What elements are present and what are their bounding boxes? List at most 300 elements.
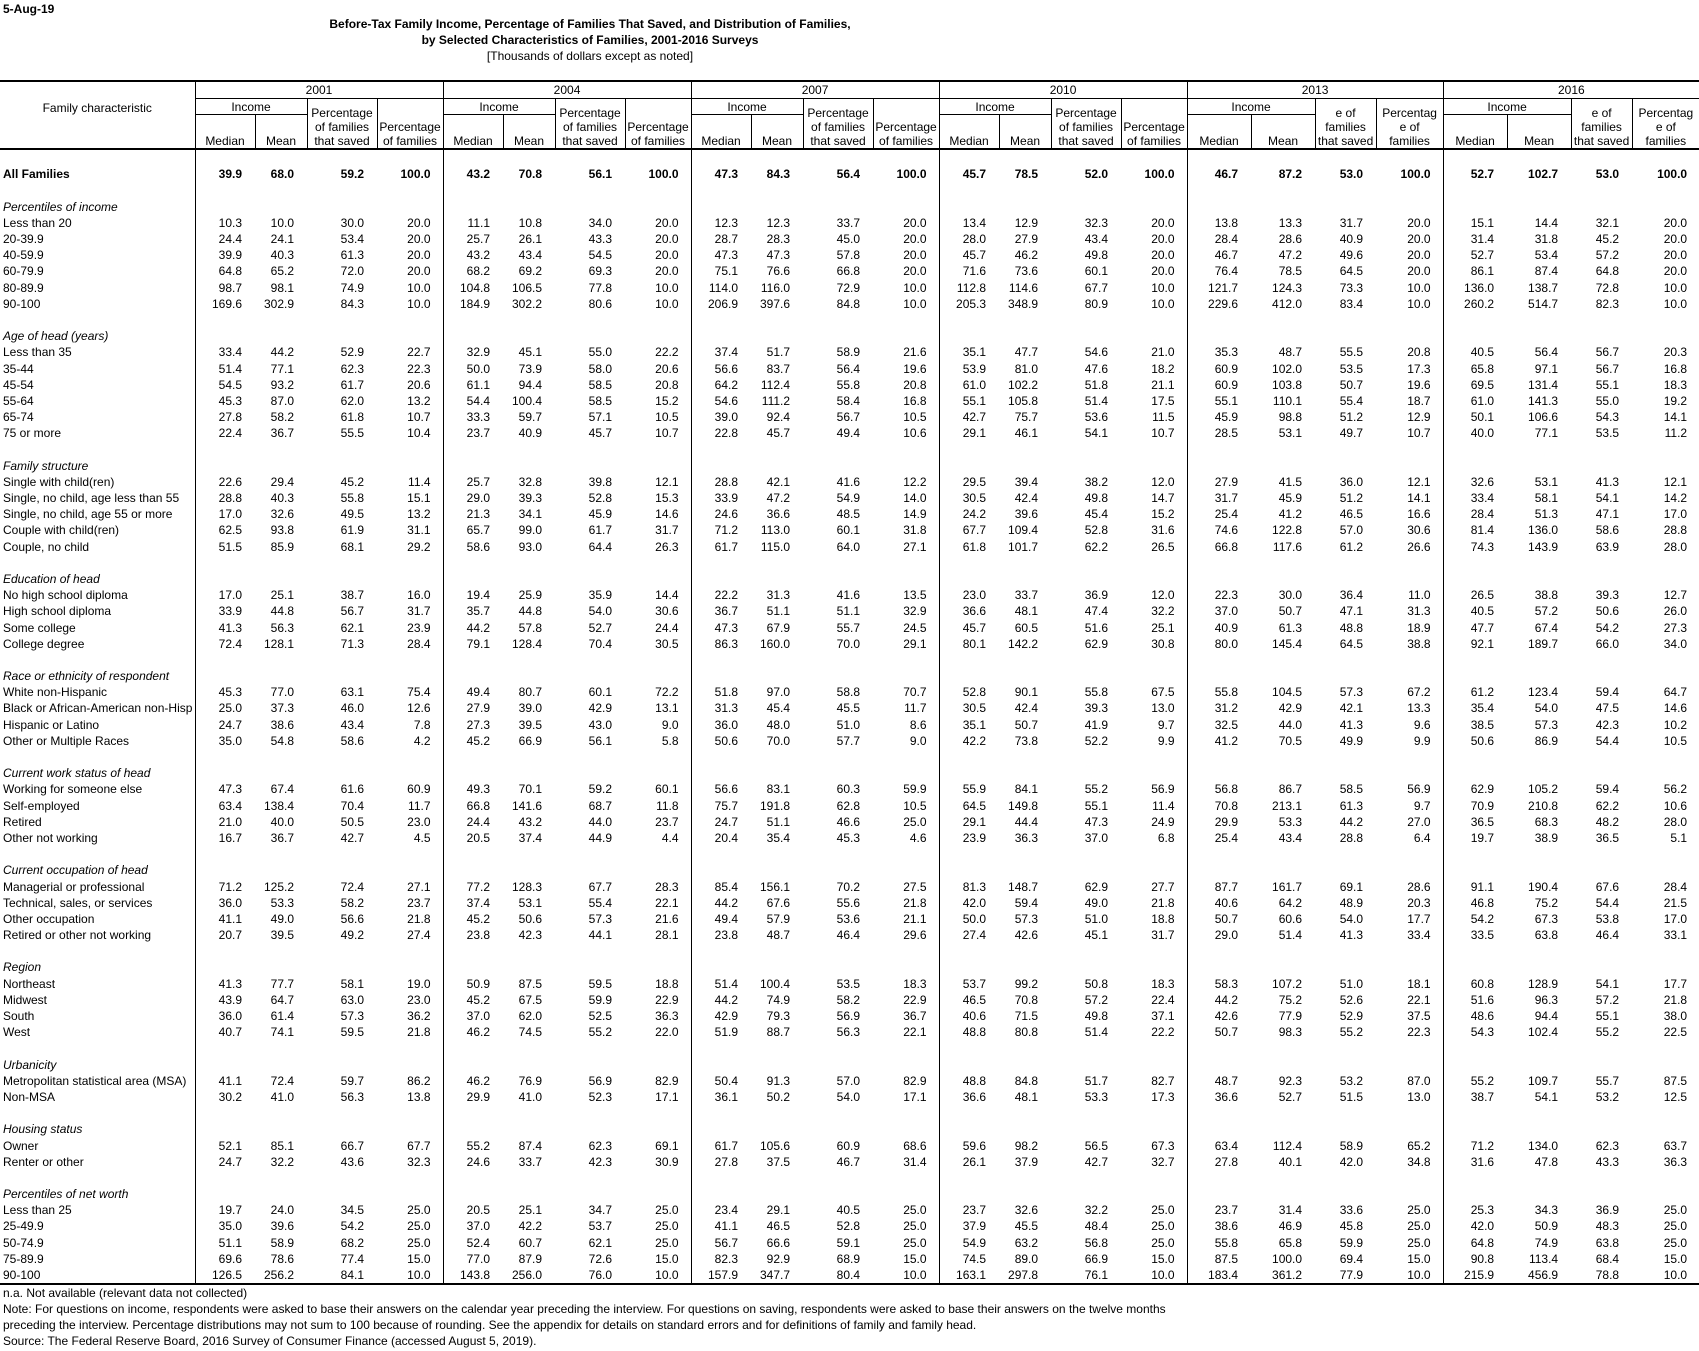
mean-income-cell: 53.1 — [1534, 474, 1559, 489]
percent-families-cell: 25.0 — [1151, 1219, 1175, 1234]
table-row — [0, 1008, 1699, 1024]
footnote: Note: For questions on income, respondents were asked to base their answers on the calendar year preceding the interview. For questions on saving, respondents were asked to base their answers on the twelve months preceding the interview. Percentage distributions may not sum to 100 because of rounding. See the appendix for details on standard errors and for definitions of family and family head. — [3, 1302, 1166, 1332]
percent-saved-cell: 40.5 — [836, 1203, 861, 1218]
row-label: 25-49.9 — [3, 1219, 44, 1234]
percent-saved-cell: 64.0 — [836, 539, 861, 554]
mean-income-cell: 92.3 — [1278, 1073, 1303, 1088]
table-row — [0, 587, 1699, 603]
median-income-cell: 32.5 — [1187, 717, 1251, 733]
mean-income-cell: 74.9 — [766, 992, 791, 1007]
percent-families-cell: 22.5 — [1663, 1025, 1688, 1040]
percent-saved-cell: 58.8 — [836, 685, 861, 700]
percent-saved-cell: 53.6 — [836, 911, 861, 926]
median-header: Median — [691, 115, 751, 150]
median-income-cell: 87.5 — [1187, 1251, 1251, 1267]
percent-families-cell: 13.5 — [903, 588, 927, 603]
percent-saved-cell: 39.3 — [1595, 588, 1620, 603]
mean-income-cell: 100.4 — [511, 393, 543, 408]
percent-families-cell: 15.2 — [655, 393, 679, 408]
percent-families-cell: 25.0 — [1407, 1235, 1431, 1250]
percent-saved-cell: 48.5 — [836, 507, 861, 522]
median-income-cell: 16.7 — [195, 830, 255, 846]
median-income-cell: 51.4 — [195, 360, 255, 376]
median-income-cell: 40.6 — [939, 1008, 999, 1024]
percent-saved-cell: 52.8 — [836, 1219, 861, 1234]
percent-saved-cell: 55.0 — [588, 345, 613, 360]
median-income-cell: 26.5 — [1443, 587, 1507, 603]
mean-income-cell: 46.5 — [766, 1219, 791, 1234]
median-income-cell: 71.6 — [939, 263, 999, 279]
median-income-cell: 50.4 — [691, 1073, 751, 1089]
percent-families-header — [1121, 99, 1187, 150]
median-income-cell: 45.7 — [939, 166, 999, 182]
percent-saved-cell: 57.2 — [1595, 248, 1620, 263]
mean-income-cell: 112.4 — [760, 377, 791, 392]
percent-saved-cell: 61.9 — [340, 523, 364, 538]
percent-families-cell: 20.6 — [407, 377, 431, 392]
percent-saved-cell: 43.4 — [340, 717, 364, 732]
mean-income-cell: 102.7 — [1528, 167, 1559, 182]
header-line: of families — [1059, 120, 1114, 134]
spacer-row — [0, 555, 1699, 571]
mean-income-cell: 45.7 — [766, 426, 791, 441]
percent-families-cell: 11.2 — [1664, 426, 1688, 441]
percent-families-cell: 15.0 — [1663, 1251, 1688, 1266]
percent-saved-cell: 39.3 — [1084, 701, 1109, 716]
median-income-cell: 55.8 — [1187, 684, 1251, 700]
percent-saved-cell: 56.4 — [836, 361, 861, 376]
percent-saved-cell: 36.5 — [1595, 830, 1620, 845]
percent-saved-cell: 48.2 — [1595, 814, 1620, 829]
percent-saved-cell: 53.2 — [1339, 1073, 1364, 1088]
median-income-cell: 42.0 — [1443, 1218, 1507, 1234]
mean-income-cell: 79.3 — [766, 1009, 791, 1024]
median-income-cell: 67.7 — [939, 522, 999, 538]
row-label: Less than 35 — [3, 345, 72, 360]
median-income-cell: 33.3 — [443, 409, 503, 425]
mean-income-cell: 39.5 — [270, 928, 294, 943]
percent-families-cell: 10.7 — [1407, 426, 1431, 441]
median-income-cell: 47.3 — [691, 166, 751, 182]
percent-families-cell: 21.8 — [903, 895, 927, 910]
median-income-cell: 25.0 — [195, 700, 255, 716]
percent-saved-cell: 34.5 — [340, 1203, 364, 1218]
median-income-cell: 61.2 — [1443, 684, 1507, 700]
percent-saved-cell: 58.2 — [340, 895, 364, 910]
table-row — [0, 377, 1699, 393]
percent-families-cell: 28.0 — [1663, 814, 1688, 829]
percent-saved-cell: 77.8 — [588, 280, 613, 295]
percent-saved-cell: 39.8 — [588, 474, 613, 489]
mean-income-cell: 105.2 — [1528, 782, 1559, 797]
percent-saved-cell: 44.2 — [1339, 814, 1364, 829]
percent-saved-cell: 46.4 — [836, 928, 861, 943]
median-income-cell: 64.5 — [939, 798, 999, 814]
mean-income-cell: 107.2 — [1272, 976, 1303, 991]
table-row — [0, 636, 1699, 652]
median-income-cell: 29.1 — [939, 425, 999, 441]
row-label: College degree — [3, 636, 85, 651]
percent-saved-cell: 51.2 — [1339, 491, 1364, 506]
median-income-cell: 11.1 — [443, 215, 503, 231]
percent-saved-cell: 56.7 — [1595, 345, 1620, 360]
percent-families-cell: 82.7 — [1151, 1073, 1175, 1088]
median-income-cell: 24.7 — [195, 717, 255, 733]
percent-families-cell: 20.3 — [1663, 345, 1688, 360]
percent-families-cell: 100.0 — [1400, 167, 1431, 182]
mean-income-cell: 43.4 — [1278, 830, 1303, 845]
row-label: Less than 25 — [3, 1203, 72, 1218]
table-row — [0, 247, 1699, 263]
median-header: Median — [195, 115, 255, 150]
percent-families-cell: 100.0 — [1657, 167, 1688, 182]
row-label: No high school diploma — [3, 588, 128, 603]
table-row — [0, 1137, 1699, 1153]
percent-saved-cell: 53.3 — [1084, 1089, 1109, 1104]
table-row — [0, 474, 1699, 490]
mean-income-cell: 87.5 — [518, 976, 543, 991]
percent-families-cell: 20.0 — [1663, 264, 1688, 279]
median-income-cell: 25.7 — [443, 231, 503, 247]
percent-families-cell: 6.8 — [1157, 830, 1175, 845]
percent-saved-cell: 56.8 — [1084, 1235, 1109, 1250]
percent-saved-cell: 54.1 — [1595, 491, 1620, 506]
percent-saved-cell: 68.9 — [836, 1251, 861, 1266]
percent-families-cell: 25.0 — [655, 1219, 679, 1234]
percent-families-cell: 36.7 — [903, 1009, 927, 1024]
percent-families-cell: 24.9 — [1151, 814, 1175, 829]
percent-families-cell: 60.1 — [655, 782, 679, 797]
section-title: Race or ethnicity of respondent — [3, 669, 170, 684]
percent-saved-cell: 59.4 — [1595, 782, 1620, 797]
percent-saved-cell: 58.4 — [836, 393, 861, 408]
percent-families-cell: 25.0 — [903, 1203, 927, 1218]
percent-families-cell: 17.1 — [903, 1089, 927, 1104]
percent-saved-cell: 52.8 — [588, 491, 613, 506]
mean-income-cell: 94.4 — [518, 377, 543, 392]
percent-saved-cell: 59.2 — [588, 782, 613, 797]
median-income-cell: 157.9 — [691, 1267, 751, 1284]
percent-families-cell: 22.4 — [1151, 992, 1175, 1007]
table-row — [0, 506, 1699, 522]
header-line: Percentag — [1638, 106, 1694, 120]
mean-income-cell: 39.4 — [1014, 474, 1039, 489]
median-income-cell: 50.0 — [939, 911, 999, 927]
percent-saved-cell: 50.8 — [1084, 976, 1109, 991]
mean-income-cell: 50.9 — [1534, 1219, 1559, 1234]
median-income-cell: 62.9 — [1443, 781, 1507, 797]
percent-families-cell: 10.0 — [1151, 280, 1175, 295]
percent-families-cell: 15.3 — [655, 491, 679, 506]
percent-families-cell: 20.0 — [407, 232, 431, 247]
header-line: Percentage — [875, 120, 937, 134]
percent-families-cell: 10.5 — [1663, 733, 1688, 748]
mean-income-cell: 106.6 — [1528, 410, 1559, 425]
header-line: e of — [1655, 120, 1676, 134]
median-income-cell: 22.2 — [691, 587, 751, 603]
median-income-cell: 24.2 — [939, 506, 999, 522]
percent-families-cell: 36.2 — [407, 1009, 431, 1024]
percent-families-cell: 21.6 — [655, 911, 679, 926]
percent-families-cell: 21.8 — [407, 1025, 431, 1040]
median-income-cell: 80.0 — [1187, 636, 1251, 652]
mean-income-cell: 75.2 — [1278, 992, 1303, 1007]
median-income-cell: 77.2 — [443, 878, 503, 894]
percent-saved-cell: 43.3 — [588, 232, 613, 247]
percent-saved-cell: 54.1 — [1084, 426, 1109, 441]
percent-families-cell: 25.0 — [903, 814, 927, 829]
row-label: Other occupation — [3, 911, 95, 926]
percent-families-cell: 87.0 — [1407, 1073, 1431, 1088]
percent-saved-cell: 56.7 — [340, 604, 364, 619]
percent-saved-cell: 41.3 — [1595, 474, 1620, 489]
mean-income-cell: 348.9 — [1008, 296, 1039, 311]
median-income-cell: 61.7 — [691, 539, 751, 555]
median-income-cell: 46.2 — [443, 1024, 503, 1040]
percent-families-cell: 25.0 — [1407, 1219, 1431, 1234]
median-income-cell: 65.7 — [443, 522, 503, 538]
percent-saved-cell: 74.9 — [340, 280, 364, 295]
family-characteristic-header: Family characteristic — [0, 81, 195, 149]
header-line: of families — [563, 120, 618, 134]
percent-saved-cell: 56.7 — [836, 410, 861, 425]
median-income-cell: 58.3 — [1187, 976, 1251, 992]
median-income-cell: 28.4 — [1187, 231, 1251, 247]
percent-saved-cell: 70.0 — [836, 636, 861, 651]
percent-families-cell: 36.3 — [1663, 1154, 1688, 1169]
percent-saved-cell: 64.5 — [1339, 636, 1364, 651]
median-income-cell: 24.6 — [691, 506, 751, 522]
percent-saved-cell: 58.5 — [1339, 782, 1364, 797]
mean-income-cell: 40.1 — [1278, 1154, 1303, 1169]
mean-income-cell: 116.0 — [760, 280, 791, 295]
table-row — [0, 1235, 1699, 1251]
table-row — [0, 619, 1699, 635]
family-income-table — [0, 80, 1699, 1285]
mean-income-cell: 45.4 — [766, 701, 791, 716]
header-line: of families — [382, 134, 438, 148]
percent-saved-cell: 73.3 — [1339, 280, 1364, 295]
percent-saved-cell: 68.2 — [340, 1235, 364, 1250]
percent-saved-cell: 38.7 — [340, 588, 364, 603]
median-income-cell: 39.9 — [195, 166, 255, 182]
percent-families-header — [1376, 99, 1443, 150]
median-income-cell: 55.9 — [939, 781, 999, 797]
mean-income-cell: 47.2 — [766, 491, 791, 506]
median-income-cell: 54.5 — [195, 377, 255, 393]
percent-saved-cell: 72.0 — [340, 264, 364, 279]
median-income-cell: 36.7 — [691, 603, 751, 619]
median-income-cell: 24.4 — [195, 231, 255, 247]
mean-income-cell: 96.3 — [1534, 992, 1559, 1007]
percent-families-cell: 100.0 — [400, 167, 431, 182]
mean-income-cell: 31.8 — [1534, 232, 1559, 247]
percent-saved-cell: 69.4 — [1339, 1251, 1364, 1266]
header-line: families — [1645, 134, 1687, 148]
percent-families-cell: 10.0 — [903, 1268, 927, 1283]
percent-families-cell: 37.1 — [1151, 1009, 1175, 1024]
percent-saved-cell: 58.9 — [1339, 1138, 1364, 1153]
mean-income-cell: 59.7 — [518, 410, 543, 425]
mean-income-cell: 93.0 — [518, 539, 543, 554]
mean-income-cell: 128.4 — [511, 636, 543, 651]
mean-income-cell: 47.2 — [1278, 248, 1303, 263]
percent-saved-cell: 83.4 — [1339, 296, 1364, 311]
percent-saved-cell: 59.1 — [836, 1235, 861, 1250]
percent-saved-cell: 45.9 — [588, 507, 613, 522]
percent-families-cell: 10.5 — [903, 798, 927, 813]
percent-families-cell: 28.1 — [655, 928, 679, 943]
percent-saved-cell: 54.0 — [588, 604, 613, 619]
percent-families-cell: 11.7 — [408, 798, 431, 813]
mean-income-cell: 78.5 — [1278, 264, 1303, 279]
percent-saved-cell: 43.6 — [340, 1154, 364, 1169]
mean-income-cell: 77.9 — [1278, 1009, 1303, 1024]
mean-income-cell: 112.4 — [1272, 1138, 1303, 1153]
table-row — [0, 344, 1699, 360]
mean-income-cell: 97.0 — [766, 685, 791, 700]
row-label: Retired or other not working — [3, 928, 152, 943]
percent-saved-cell: 60.3 — [836, 782, 861, 797]
row-label: 35-44 — [3, 361, 34, 376]
percent-saved-cell: 61.7 — [340, 377, 364, 392]
percent-saved-cell: 57.0 — [1339, 523, 1364, 538]
median-income-cell: 43.2 — [443, 247, 503, 263]
percent-saved-cell: 84.3 — [340, 296, 364, 311]
year-header: 2013 — [1187, 81, 1443, 99]
mean-income-cell: 70.5 — [1278, 733, 1303, 748]
spacer-row — [0, 1040, 1699, 1056]
percent-saved-cell: 46.5 — [1339, 507, 1364, 522]
mean-income-cell: 100.4 — [760, 976, 791, 991]
percent-saved-cell: 72.9 — [836, 280, 861, 295]
mean-income-cell: 77.0 — [270, 685, 294, 700]
percent-saved-cell: 55.8 — [340, 491, 364, 506]
median-income-cell: 31.4 — [1443, 231, 1507, 247]
percent-saved-cell: 63.0 — [340, 992, 364, 1007]
mean-income-cell: 63.8 — [1534, 928, 1559, 943]
mean-income-cell: 138.7 — [1528, 280, 1559, 295]
median-income-cell: 205.3 — [939, 296, 999, 312]
percent-families-cell: 36.3 — [655, 1009, 679, 1024]
median-income-cell: 42.0 — [939, 895, 999, 911]
percent-saved-cell: 55.8 — [1084, 685, 1109, 700]
mean-income-cell: 39.5 — [518, 717, 543, 732]
percent-saved-cell: 55.6 — [836, 895, 861, 910]
percent-families-cell: 16.8 — [1663, 361, 1688, 376]
percent-saved-cell: 42.0 — [1339, 1154, 1364, 1169]
median-income-cell: 143.8 — [443, 1267, 503, 1284]
mean-income-cell: 69.2 — [518, 264, 543, 279]
header-line: of families — [879, 134, 934, 148]
median-income-cell: 51.6 — [1443, 992, 1507, 1008]
percent-families-header — [1632, 99, 1699, 150]
mean-income-cell: 42.4 — [1014, 491, 1039, 506]
mean-income-cell: 42.3 — [518, 928, 543, 943]
mean-income-cell: 256.0 — [511, 1268, 543, 1283]
mean-income-cell: 35.4 — [766, 830, 791, 845]
median-income-cell: 61.7 — [691, 1137, 751, 1153]
section-header-row — [0, 1057, 1699, 1073]
header-line: of families — [1127, 134, 1182, 148]
percent-families-cell: 12.5 — [1663, 1089, 1688, 1104]
percent-saved-cell: 51.6 — [1084, 620, 1109, 635]
row-label: Single with child(ren) — [3, 474, 115, 489]
percent-saved-cell: 34.7 — [588, 1203, 613, 1218]
percent-saved-cell: 59.7 — [340, 1073, 364, 1088]
median-header: Median — [443, 115, 503, 150]
percent-saved-cell: 53.5 — [1339, 361, 1364, 376]
median-income-cell: 62.5 — [195, 522, 255, 538]
median-income-cell: 49.4 — [691, 911, 751, 927]
percent-families-cell: 30.9 — [655, 1154, 679, 1169]
row-label: 80-89.9 — [3, 280, 44, 295]
percent-saved-cell: 55.1 — [1595, 377, 1620, 392]
percent-families-cell: 15.1 — [407, 491, 431, 506]
mean-income-cell: 76.6 — [766, 264, 791, 279]
percent-families-cell: 17.5 — [1151, 393, 1175, 408]
median-income-cell: 75.1 — [691, 263, 751, 279]
section-title: Family structure — [3, 458, 89, 473]
median-income-cell: 22.8 — [691, 425, 751, 441]
percent-saved-cell: 45.2 — [1595, 232, 1620, 247]
median-income-cell: 17.0 — [195, 506, 255, 522]
percent-saved-cell: 45.1 — [1084, 928, 1109, 943]
mean-income-cell: 98.8 — [1278, 410, 1303, 425]
table-row — [0, 992, 1699, 1008]
percent-saved-cell: 84.8 — [836, 296, 861, 311]
percent-families-cell: 27.5 — [903, 879, 927, 894]
report-date: 5-Aug-19 — [3, 2, 55, 16]
percent-saved-cell: 57.3 — [340, 1009, 364, 1024]
mean-income-cell: 40.0 — [270, 814, 294, 829]
median-income-cell: 27.8 — [195, 409, 255, 425]
percent-saved-cell: 59.9 — [1339, 1235, 1364, 1250]
percent-saved-cell: 72.6 — [588, 1251, 613, 1266]
median-income-cell: 40.6 — [1187, 895, 1251, 911]
median-income-cell: 47.7 — [1443, 619, 1507, 635]
median-income-cell: 54.2 — [1443, 911, 1507, 927]
percent-saved-cell: 68.4 — [1595, 1251, 1620, 1266]
percent-families-cell: 18.7 — [1407, 393, 1431, 408]
mean-income-cell: 65.2 — [270, 264, 294, 279]
percent-saved-cell: 56.1 — [588, 733, 613, 748]
mean-income-cell: 28.3 — [766, 232, 791, 247]
percent-saved-cell: 41.9 — [1084, 717, 1109, 732]
percent-families-cell: 11.4 — [408, 474, 431, 489]
median-income-cell: 53.7 — [939, 976, 999, 992]
percent-saved-cell: 37.0 — [1084, 830, 1109, 845]
percent-saved-cell: 34.0 — [588, 215, 613, 230]
median-income-cell: 47.3 — [691, 247, 751, 263]
percent-families-cell: 10.0 — [1407, 1268, 1431, 1283]
table-row — [0, 296, 1699, 312]
percent-saved-cell: 52.2 — [1084, 733, 1109, 748]
percent-families-cell: 10.0 — [1151, 1268, 1175, 1283]
median-income-cell: 61.8 — [939, 539, 999, 555]
mean-income-cell: 12.3 — [766, 215, 791, 230]
row-label: Owner — [3, 1138, 39, 1153]
percent-families-cell: 70.7 — [903, 685, 927, 700]
percent-saved-cell: 62.9 — [1084, 636, 1109, 651]
mean-income-cell: 42.2 — [518, 1219, 543, 1234]
percent-saved-cell: 67.6 — [1595, 879, 1620, 894]
percent-saved-cell: 30.0 — [340, 215, 364, 230]
median-income-cell: 52.7 — [1443, 247, 1507, 263]
mean-income-cell: 68.0 — [270, 167, 294, 182]
table-row — [0, 425, 1699, 441]
header-line: families — [1325, 120, 1366, 134]
